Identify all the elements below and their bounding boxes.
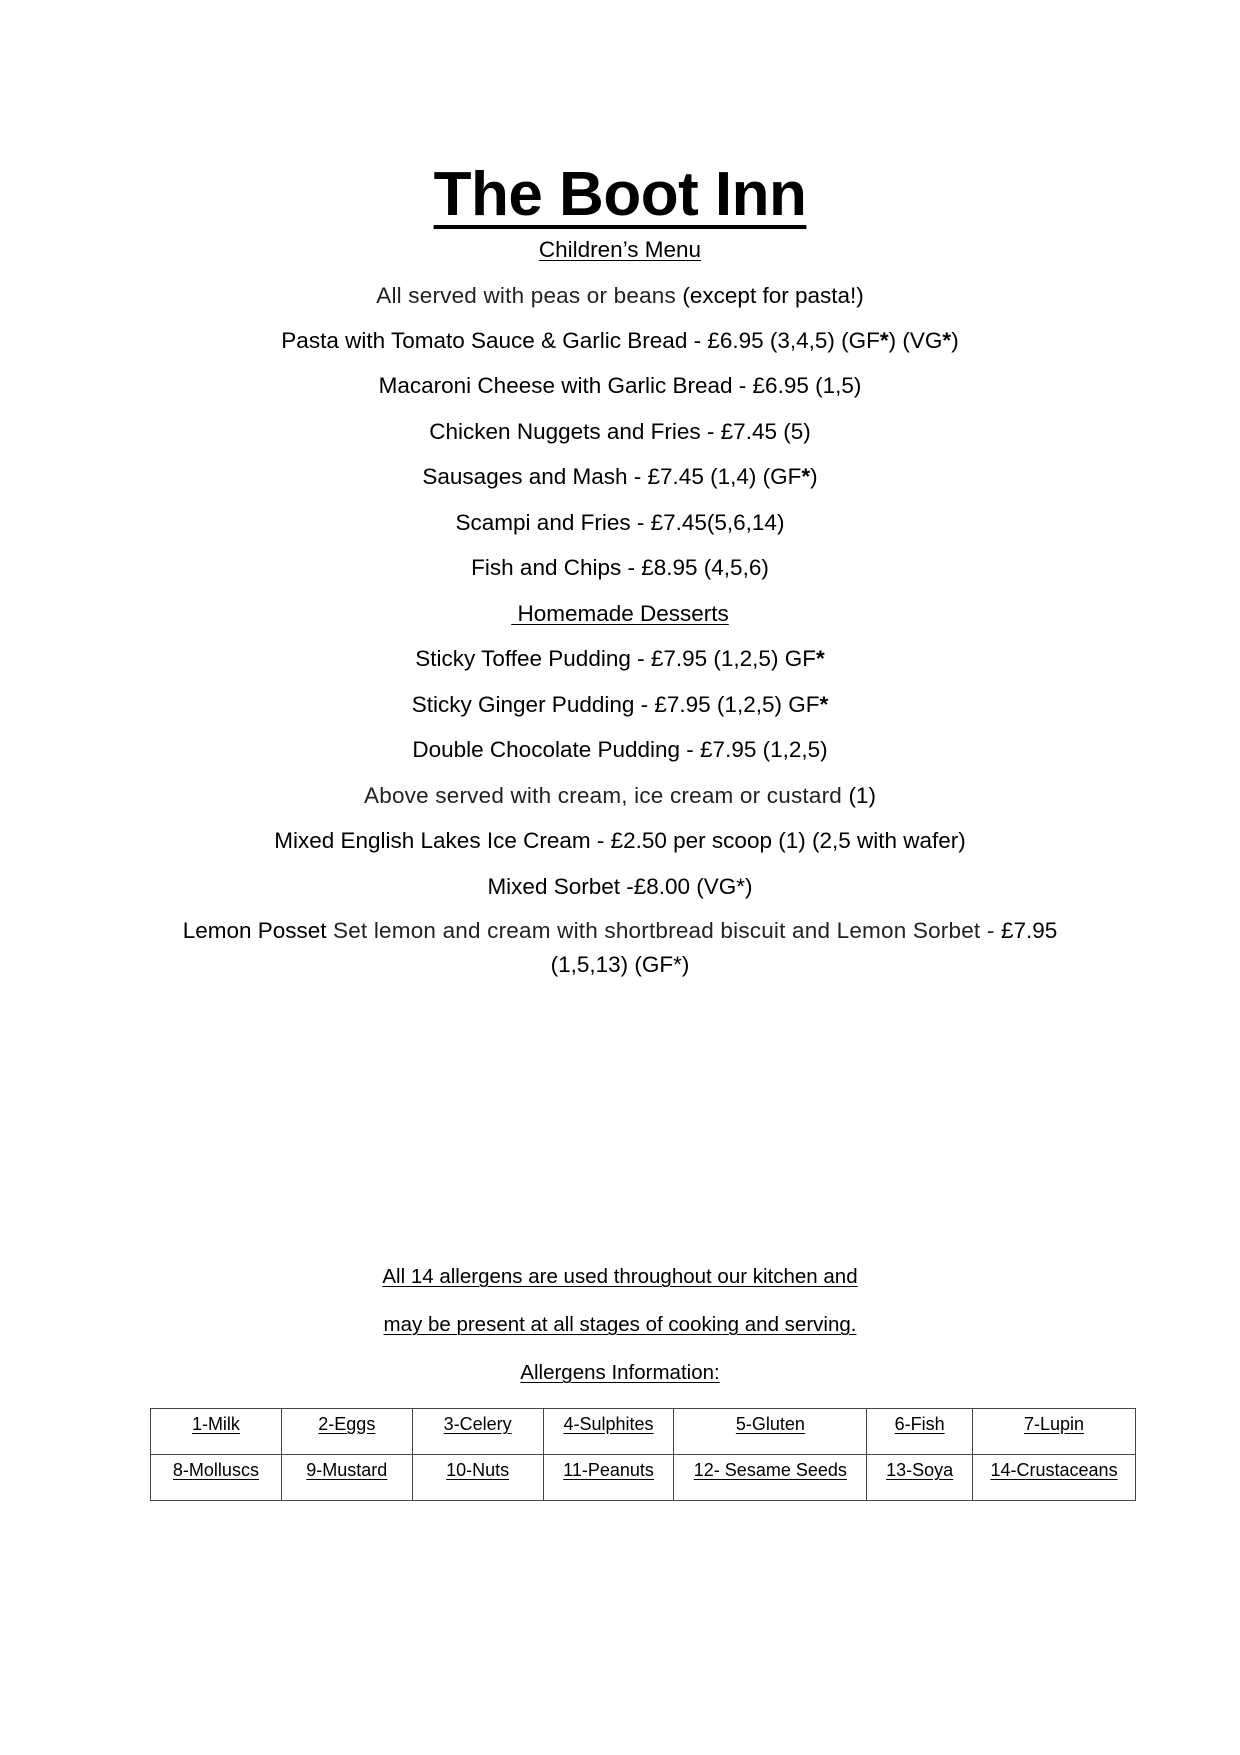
allergen-cell bbox=[412, 1409, 543, 1455]
menu-item-text: Sausages and Mash - £7.45 (1,4) (GF bbox=[422, 464, 802, 489]
allergen-table-row bbox=[151, 1409, 1136, 1455]
restaurant-title-text: The Boot Inn bbox=[433, 160, 807, 229]
allergen-notice-line2 bbox=[0, 1312, 1240, 1338]
menu-item-text: Macaroni Cheese with Garlic Bread - £6.95 (1,5) bbox=[378, 373, 862, 398]
allergens-info-heading bbox=[0, 1360, 1240, 1386]
desserts-heading bbox=[0, 600, 1240, 628]
menu-item-text-mid: ) (VG bbox=[888, 328, 943, 353]
allergen-cell bbox=[674, 1455, 867, 1501]
allergen-cell bbox=[543, 1455, 674, 1501]
menu-item bbox=[0, 418, 1240, 446]
menu-item bbox=[0, 372, 1240, 400]
lemon-posset-name: Lemon Posset bbox=[182, 918, 327, 943]
dessert-served-note bbox=[0, 782, 1240, 810]
sorbet-text: Mixed Sorbet -£8.00 (VG*) bbox=[487, 874, 753, 899]
menu-item-text-end: ) bbox=[951, 328, 959, 353]
allergen-cell bbox=[543, 1409, 674, 1455]
allergen-label: 3-Celery bbox=[443, 1414, 512, 1434]
lemon-posset-allergens: (1,5,13) (GF*) bbox=[550, 952, 690, 977]
allergen-label: 5-Gluten bbox=[735, 1414, 805, 1434]
allergen-label: 8-Molluscs bbox=[172, 1460, 259, 1480]
dessert-item bbox=[0, 736, 1240, 764]
lemon-posset-price: £7.95 bbox=[1000, 918, 1058, 943]
vg-asterisk: * bbox=[942, 328, 952, 353]
ice-cream-text: Mixed English Lakes Ice Cream - £2.50 per scoop (1) (2,5 with wafer) bbox=[274, 828, 966, 853]
allergen-cell bbox=[151, 1409, 282, 1455]
intro-emphasis-text: (except for pasta!) bbox=[682, 283, 864, 308]
allergen-label: 9-Mustard bbox=[306, 1460, 388, 1480]
dessert-item-text: Sticky Ginger Pudding - £7.95 (1,2,5) GF bbox=[411, 692, 820, 717]
allergen-label: 10-Nuts bbox=[446, 1460, 510, 1480]
menu-item bbox=[0, 463, 1240, 491]
childrens-menu-intro bbox=[0, 282, 1240, 310]
allergen-cell bbox=[867, 1409, 973, 1455]
allergen-table-row bbox=[151, 1455, 1136, 1501]
childrens-menu-heading-text: Children’s Menu bbox=[538, 237, 702, 262]
allergen-label: 11-Peanuts bbox=[563, 1460, 654, 1480]
allergens-info-heading-text: Allergens Information: bbox=[520, 1361, 720, 1384]
allergen-cell bbox=[973, 1409, 1136, 1455]
menu-item-text: Chicken Nuggets and Fries - £7.45 (5) bbox=[429, 419, 811, 444]
desserts-heading-text: Homemade Desserts bbox=[511, 601, 729, 626]
dessert-item-sorbet bbox=[0, 873, 1240, 901]
allergen-label: 2-Eggs bbox=[318, 1414, 376, 1434]
allergen-notice-line2-text: may be present at all stages of cooking and serving. bbox=[383, 1313, 857, 1336]
allergen-label: 14-Crustaceans bbox=[990, 1460, 1118, 1480]
allergen-label: 7-Lupin bbox=[1024, 1414, 1085, 1434]
menu-item-text-end: ) bbox=[810, 464, 818, 489]
dessert-item bbox=[0, 691, 1240, 719]
dessert-item-text: Sticky Toffee Pudding - £7.95 (1,2,5) GF bbox=[415, 646, 816, 671]
allergen-cell bbox=[973, 1455, 1136, 1501]
dessert-item bbox=[0, 645, 1240, 673]
allergen-cell bbox=[281, 1409, 412, 1455]
gf-asterisk: * bbox=[801, 464, 811, 489]
allergen-label: 6-Fish bbox=[894, 1414, 945, 1434]
dessert-item-ice-cream bbox=[0, 827, 1240, 855]
gf-asterisk: * bbox=[815, 646, 825, 671]
menu-item-text: Pasta with Tomato Sauce & Garlic Bread - £6.95 (3,4,5) (GF bbox=[281, 328, 880, 353]
allergen-label: 4-Sulphites bbox=[563, 1414, 654, 1434]
intro-light-text: All served with peas or beans bbox=[376, 283, 683, 308]
menu-item-text: Scampi and Fries - £7.45(5,6,14) bbox=[455, 510, 785, 535]
served-note-text: Above served with cream, ice cream or custard bbox=[364, 783, 849, 808]
allergen-label: 13-Soya bbox=[886, 1460, 954, 1480]
allergen-notice-line1-text: All 14 allergens are used throughout our kitchen and bbox=[382, 1265, 858, 1288]
dessert-item-text: Double Chocolate Pudding - £7.95 (1,2,5) bbox=[412, 737, 828, 762]
allergen-cell bbox=[412, 1455, 543, 1501]
menu-item bbox=[0, 554, 1240, 582]
menu-item bbox=[0, 509, 1240, 537]
allergen-table bbox=[150, 1408, 1136, 1501]
allergen-cell bbox=[674, 1409, 867, 1455]
gf-asterisk: * bbox=[879, 328, 889, 353]
allergen-cell bbox=[281, 1455, 412, 1501]
allergen-cell bbox=[867, 1455, 973, 1501]
gf-asterisk: * bbox=[819, 692, 829, 717]
lemon-posset-description: Set lemon and cream with shortbread biscuit and Lemon Sorbet - bbox=[326, 918, 1001, 943]
dessert-item-lemon-posset bbox=[150, 914, 1090, 982]
allergen-cell bbox=[151, 1455, 282, 1501]
menu-item-text: Fish and Chips - £8.95 (4,5,6) bbox=[471, 555, 769, 580]
allergen-label: 12- Sesame Seeds bbox=[693, 1460, 847, 1480]
served-note-allergen: (1) bbox=[848, 783, 876, 808]
allergen-notice-line1 bbox=[0, 1264, 1240, 1290]
restaurant-title bbox=[0, 158, 1240, 232]
menu-item bbox=[0, 327, 1240, 355]
allergen-label: 1-Milk bbox=[191, 1414, 240, 1434]
childrens-menu-heading bbox=[0, 236, 1240, 264]
